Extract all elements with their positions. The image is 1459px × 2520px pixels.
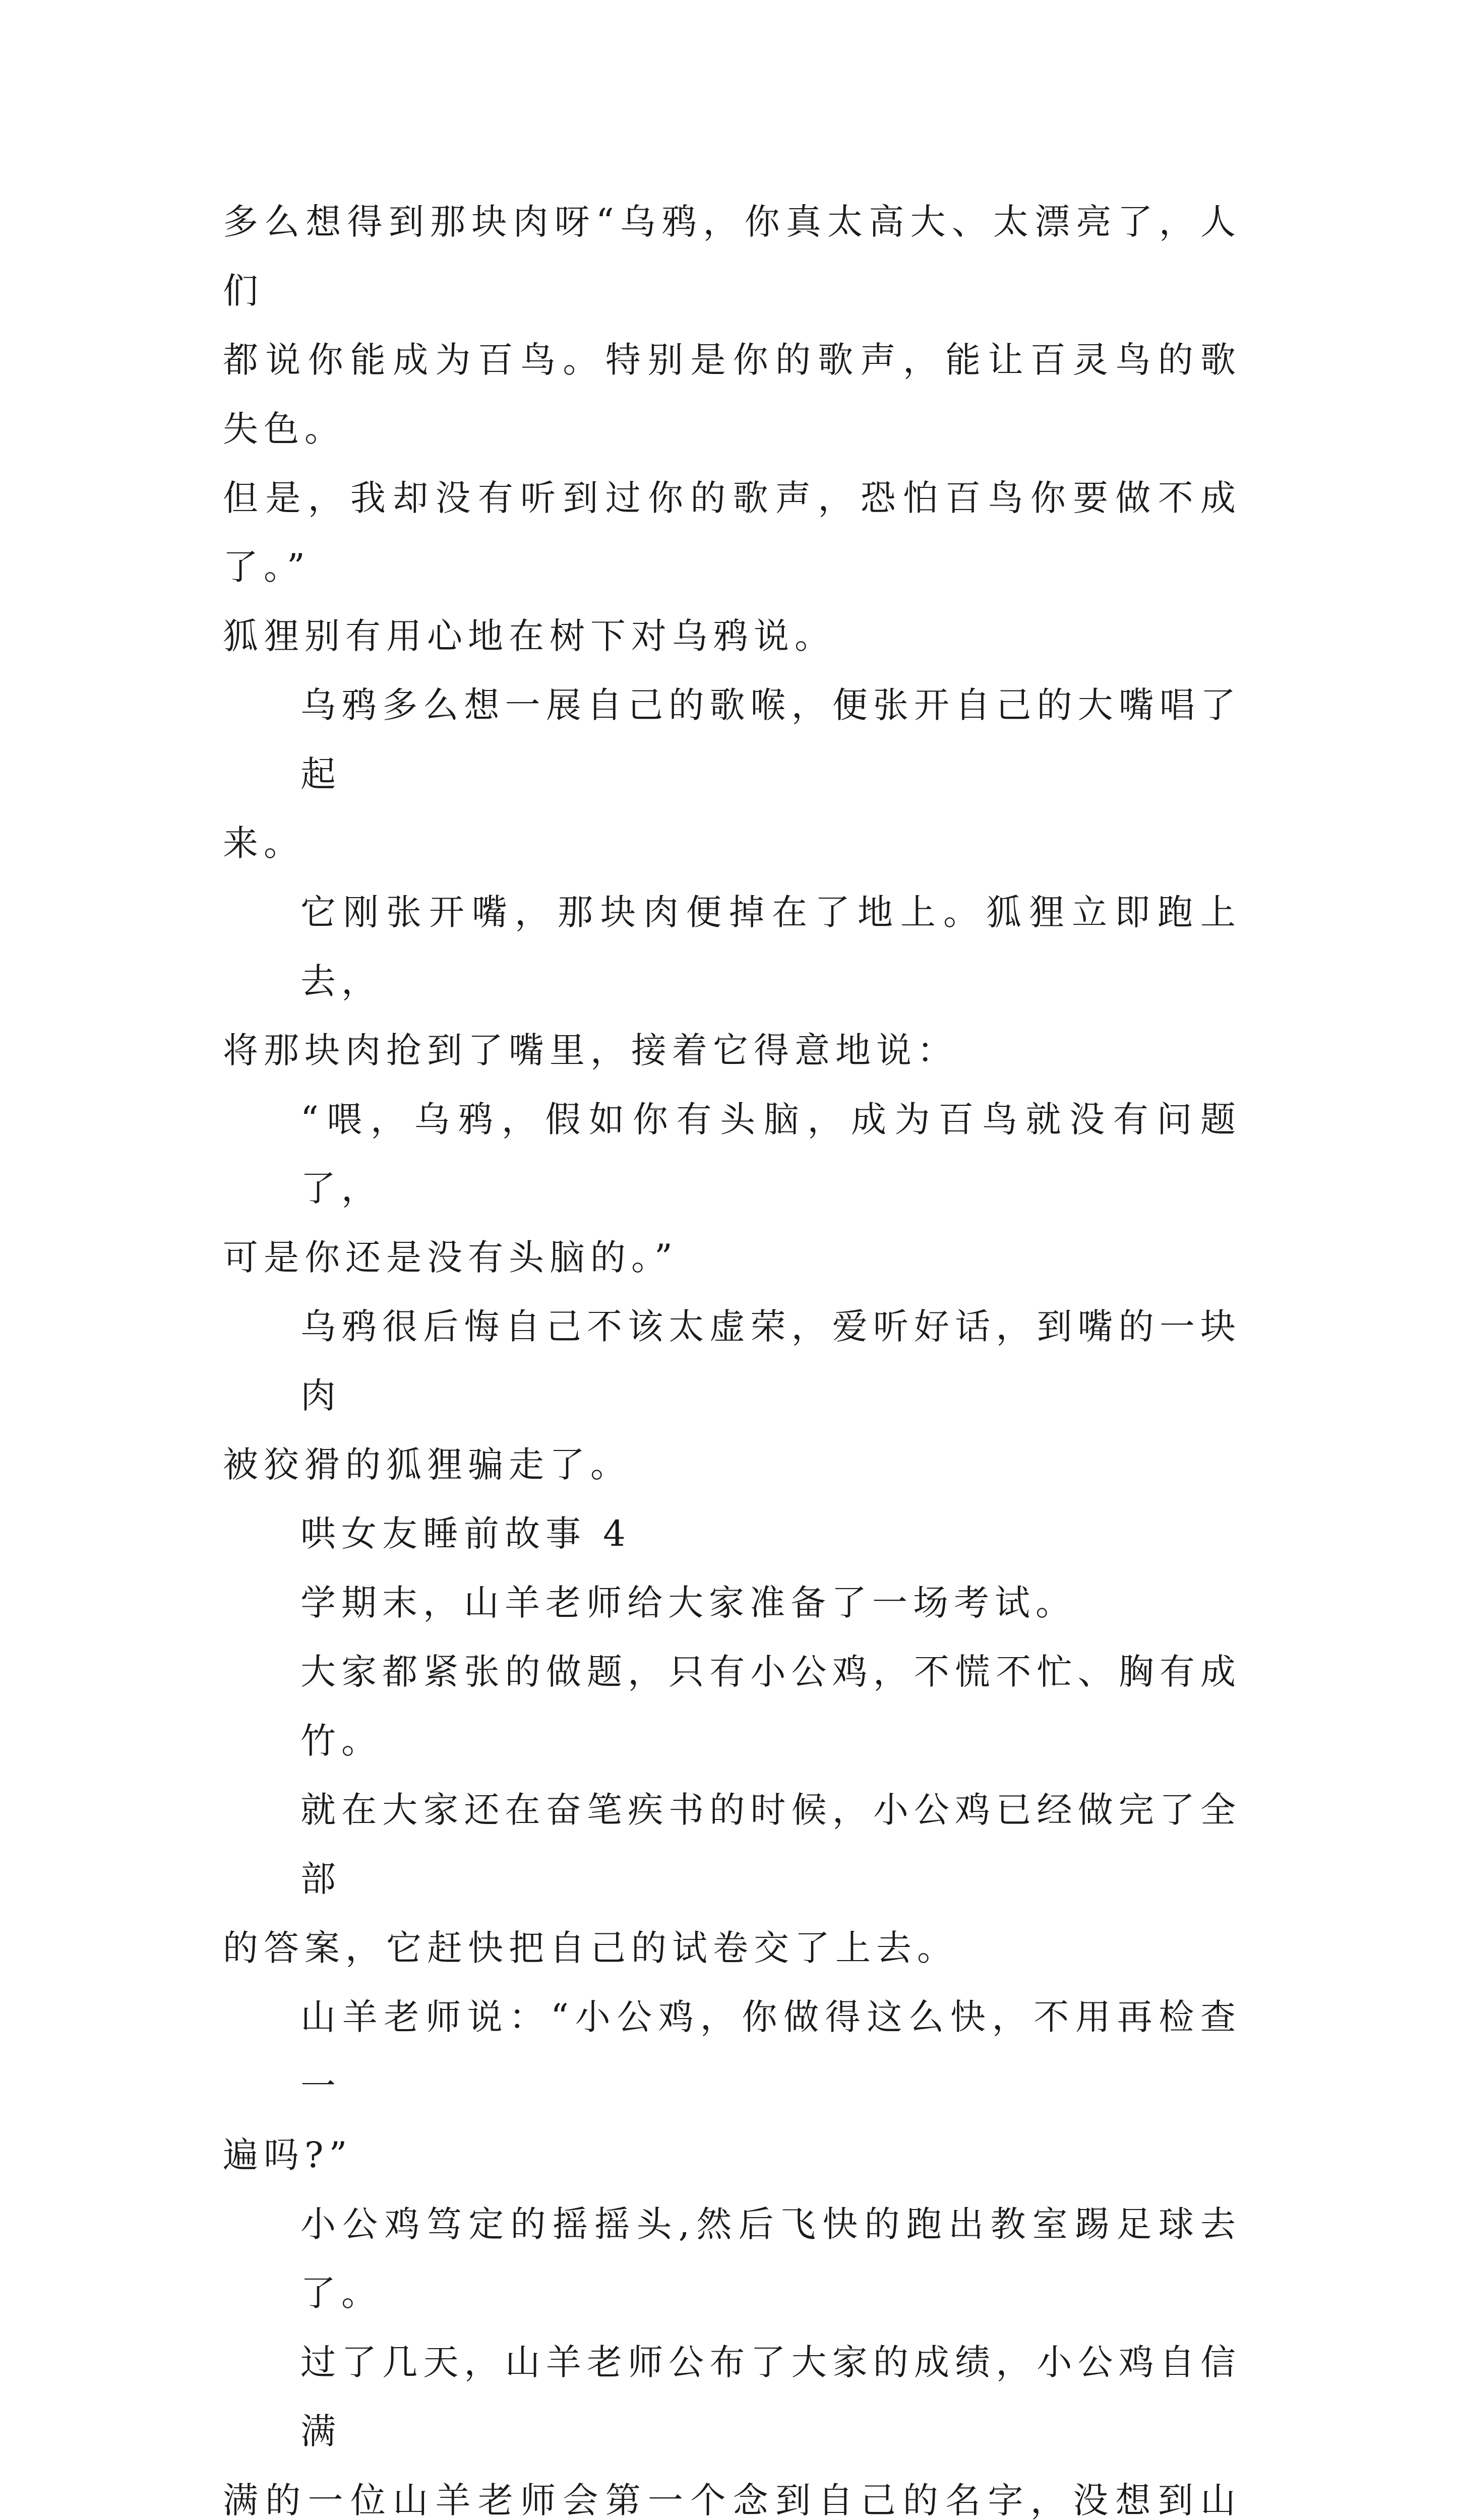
paragraph xyxy=(223,1776,1241,1983)
paragraph xyxy=(223,187,1241,671)
paragraph xyxy=(223,2328,1241,2520)
text-line: 哄女友睡前故事 4 xyxy=(300,1513,631,1554)
text-line: 山羊老师说：“小公鸡，你做得这么快，不用再检查一 xyxy=(300,1996,1241,2107)
paragraph xyxy=(223,671,1241,878)
text-line: 满的一位山羊老师会第一个念到自己的名字，没想到山 xyxy=(223,2480,1241,2520)
text-line: 都说你能成为百鸟。特别是你的歌声，能让百灵鸟的歌失色。 xyxy=(223,339,1241,450)
paragraph xyxy=(223,2190,1241,2328)
text-line: 来。 xyxy=(223,823,305,864)
text-line: 遍吗?” xyxy=(223,2134,353,2176)
text-line: 就在大家还在奋笔疾书的时候，小公鸡已经做完了全部 xyxy=(300,1789,1241,1900)
text-line: 它刚张开嘴，那块肉便掉在了地上。狐狸立即跑上去， xyxy=(300,892,1241,1002)
paragraph xyxy=(223,1568,1241,1637)
text-line: 小公鸡笃定的摇摇头,然后飞快的跑出教室踢足球去了。 xyxy=(300,2203,1241,2314)
document-body xyxy=(223,187,1241,2520)
paragraph xyxy=(223,1292,1241,1499)
paragraph xyxy=(223,1983,1241,2190)
text-line: 可是你还是没有头脑的。” xyxy=(223,1237,678,1278)
text-line: 多么想得到那块肉呀“乌鸦，你真太高大、太漂亮了，人们 xyxy=(223,201,1241,311)
text-line: 乌鸦很后悔自己不该太虚荣，爱听好话，到嘴的一块肉 xyxy=(300,1306,1241,1416)
section-heading xyxy=(223,1499,1241,1568)
text-line: 大家都紧张的做题，只有小公鸡，不慌不忙、胸有成竹。 xyxy=(300,1651,1241,1761)
text-line: 但是，我却没有听到过你的歌声，恐怕百鸟你要做不成了。” xyxy=(223,477,1241,588)
text-line: 乌鸦多么想一展自己的歌喉，便张开自己的大嘴唱了起 xyxy=(300,684,1241,795)
paragraph xyxy=(223,878,1241,1085)
text-line: 学期末，山羊老师给大家准备了一场考试。 xyxy=(300,1582,1076,1623)
text-line: “喂，乌鸦，假如你有头脑，成为百鸟就没有问题了， xyxy=(300,1099,1241,1209)
paragraph xyxy=(223,1085,1241,1292)
text-line: 被狡猾的狐狸骗走了。 xyxy=(223,1444,631,1485)
text-line: 将那块肉抢到了嘴里，接着它得意地说： xyxy=(223,1030,958,1071)
text-line: 过了几天，山羊老师公布了大家的成绩，小公鸡自信满 xyxy=(300,2342,1241,2452)
paragraph xyxy=(223,1637,1241,1776)
text-line: 的答案，它赶快把自己的试卷交了上去。 xyxy=(223,1927,958,1969)
text-line: 狐狸别有用心地在树下对乌鸦说。 xyxy=(223,615,835,657)
